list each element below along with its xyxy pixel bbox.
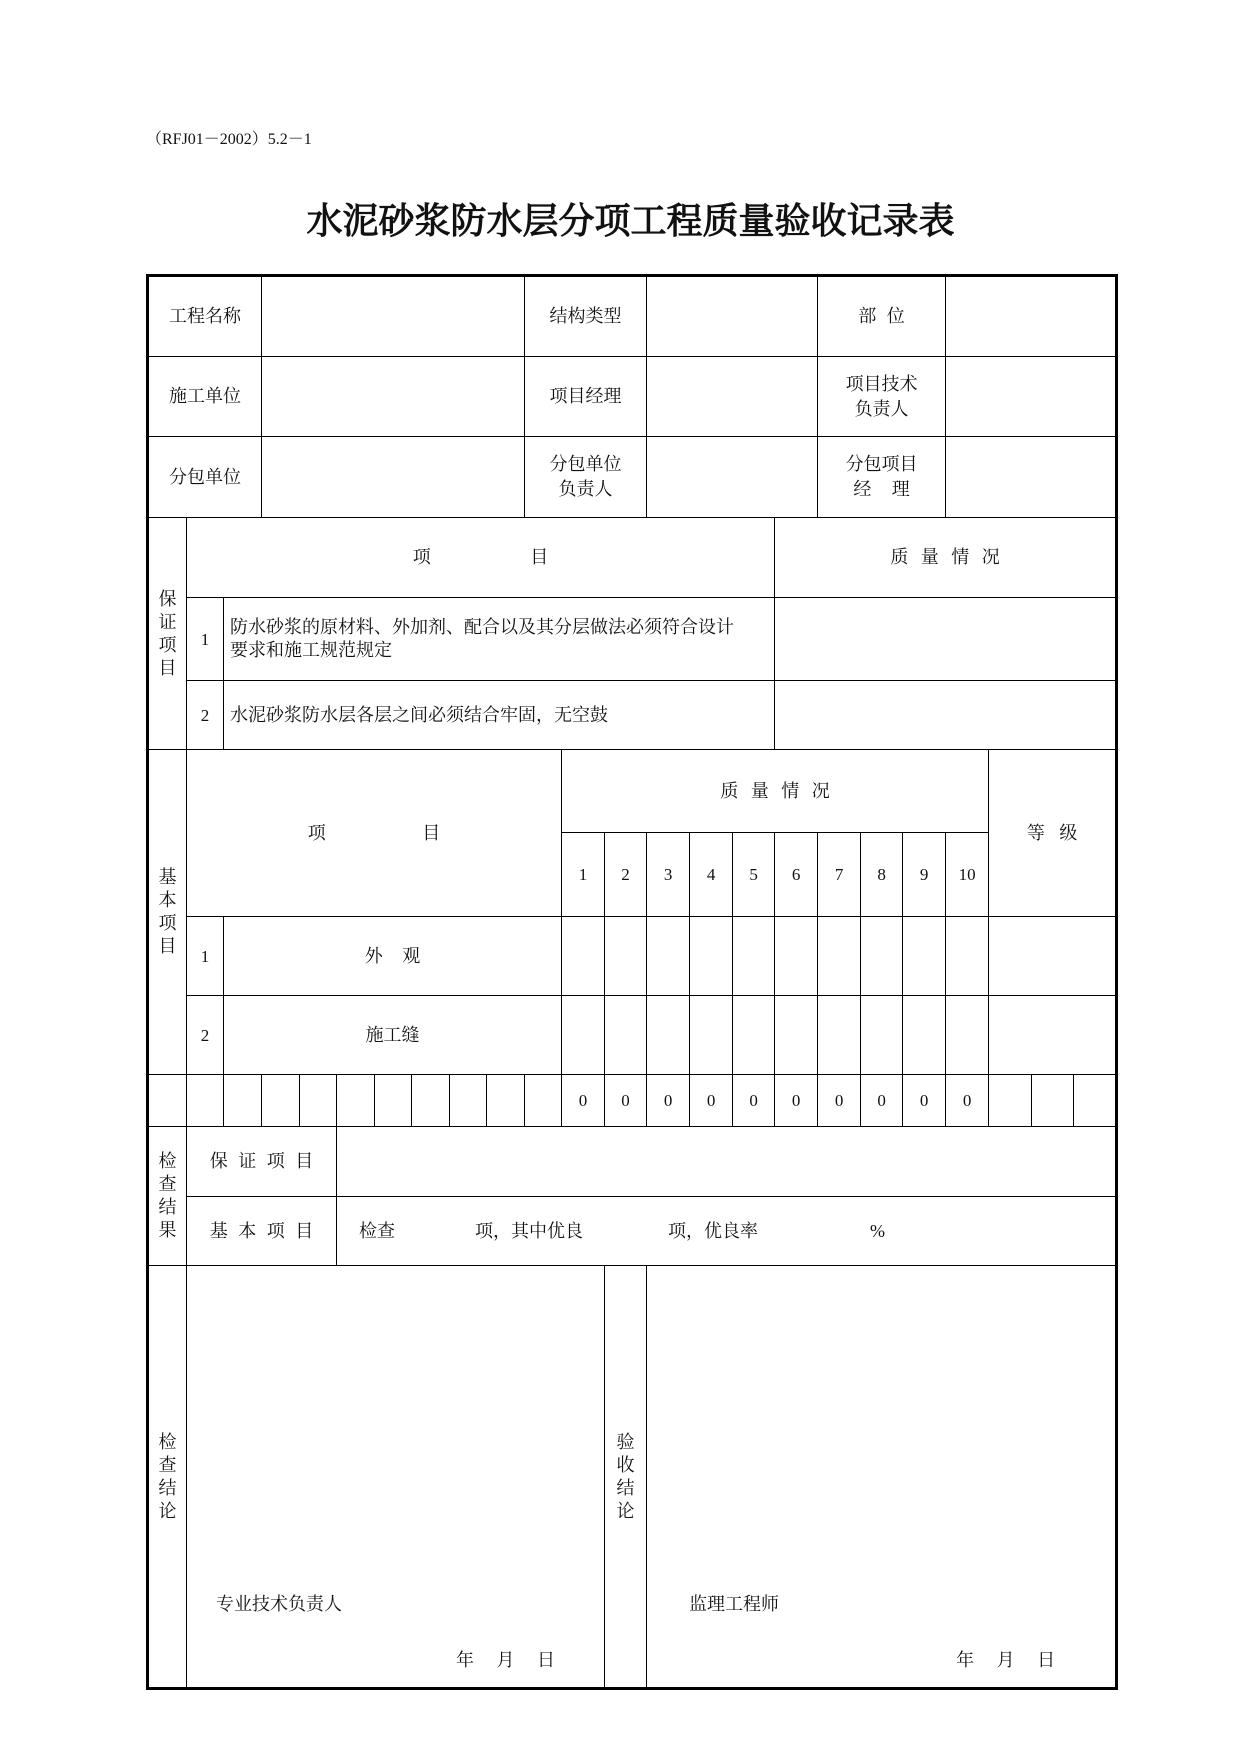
checked-count-text: 检查 bbox=[359, 1220, 396, 1241]
point-cell bbox=[647, 996, 690, 1075]
guarantee-item-quality bbox=[775, 681, 1117, 750]
totals-blank-cell bbox=[224, 1075, 262, 1127]
location-value bbox=[946, 276, 1117, 357]
point-cell bbox=[562, 917, 605, 996]
guarantee-item-description-line-1: 水泥砂浆防水层各层之间必须结合牢固，无空鼓 bbox=[230, 704, 608, 725]
basic-item-name: 外 观 bbox=[224, 917, 562, 996]
guarantee-item-description bbox=[224, 681, 775, 750]
basic-item-number: 2 bbox=[187, 996, 224, 1075]
point-cell bbox=[733, 917, 775, 996]
info-row-project bbox=[148, 276, 1117, 357]
contractor-label: 施工单位 bbox=[148, 357, 262, 437]
point-total: 0 bbox=[647, 1075, 690, 1127]
subcontractor-lead-label bbox=[525, 437, 647, 518]
point-number: 10 bbox=[946, 833, 989, 917]
subcontract-manager-label-line-1: 分包项目 bbox=[845, 454, 918, 474]
point-total: 0 bbox=[605, 1075, 647, 1127]
totals-blank-cell bbox=[1074, 1075, 1117, 1127]
subcontractor-lead-value bbox=[647, 437, 818, 518]
totals-blank-cell bbox=[300, 1075, 337, 1127]
point-cell bbox=[733, 996, 775, 1075]
check-result-basic-label: 基 本 项 目 bbox=[187, 1197, 337, 1266]
project-manager-value bbox=[647, 357, 818, 437]
acceptance-conclusion-area bbox=[647, 1266, 1117, 1689]
guarantee-item-row bbox=[148, 681, 1117, 750]
project-manager-label: 项目经理 bbox=[525, 357, 647, 437]
subcontract-manager-value bbox=[946, 437, 1117, 518]
point-cell bbox=[861, 996, 903, 1075]
totals-blank-cell bbox=[148, 1075, 187, 1127]
totals-blank-cell bbox=[1032, 1075, 1074, 1127]
check-conclusion-side-label bbox=[148, 1266, 187, 1689]
subcontractor-lead-label-line-2: 负责人 bbox=[558, 479, 613, 499]
subcontractor-label: 分包单位 bbox=[148, 437, 262, 518]
tech-lead-label-line-1: 项目技术 bbox=[845, 373, 918, 394]
check-result-guarantee-row bbox=[148, 1127, 1117, 1197]
contractor-value bbox=[262, 357, 525, 437]
guarantee-item-description-line-2: 要求和施工规范规定 bbox=[230, 640, 392, 660]
point-number: 5 bbox=[733, 833, 775, 917]
point-total: 0 bbox=[562, 1075, 605, 1127]
subcontract-manager-label bbox=[818, 437, 946, 518]
totals-blank-cell bbox=[337, 1075, 375, 1127]
point-total: 0 bbox=[733, 1075, 775, 1127]
totals-blank-cell bbox=[525, 1075, 562, 1127]
tech-lead-value bbox=[946, 357, 1117, 437]
info-row-subcontractor bbox=[148, 437, 1117, 518]
basic-item-header: 项 目 bbox=[187, 750, 562, 917]
totals-blank-cell bbox=[375, 1075, 412, 1127]
point-total: 0 bbox=[903, 1075, 946, 1127]
point-total: 0 bbox=[818, 1075, 861, 1127]
point-cell bbox=[903, 917, 946, 996]
subcontractor-value bbox=[262, 437, 525, 518]
point-number: 9 bbox=[903, 833, 946, 917]
point-cell bbox=[562, 996, 605, 1075]
grade-cell bbox=[989, 996, 1117, 1075]
project-name-value bbox=[262, 276, 525, 357]
guarantee-item-description bbox=[224, 598, 775, 681]
point-total: 0 bbox=[775, 1075, 818, 1127]
totals-blank-cell bbox=[262, 1075, 300, 1127]
point-total: 0 bbox=[946, 1075, 989, 1127]
tech-lead-label bbox=[818, 357, 946, 437]
subcontractor-lead-label-line-1: 分包单位 bbox=[549, 454, 622, 474]
guarantee-item-row bbox=[148, 598, 1117, 681]
tech-lead-signature-label: 专业技术负责人 bbox=[216, 1594, 342, 1614]
check-result-basic-row bbox=[148, 1197, 1117, 1266]
document-code: （RFJ01－2002）5.2－1 bbox=[146, 131, 312, 148]
totals-blank-cell bbox=[450, 1075, 487, 1127]
location-label: 部 位 bbox=[818, 276, 946, 357]
acceptance-date-label: 年 月 日 bbox=[956, 1650, 1056, 1670]
acceptance-conclusion-side-label bbox=[605, 1266, 647, 1689]
basic-side-label bbox=[148, 750, 187, 1075]
acceptance-conclusion-box bbox=[647, 1266, 1115, 1687]
check-conclusion-box bbox=[187, 1266, 604, 1687]
totals-blank-cell bbox=[487, 1075, 525, 1127]
totals-row bbox=[148, 1075, 1117, 1127]
totals-blank-cell bbox=[412, 1075, 450, 1127]
check-date-label: 年 月 日 bbox=[456, 1650, 556, 1670]
point-cell bbox=[605, 996, 647, 1075]
point-cell bbox=[818, 917, 861, 996]
point-cell bbox=[946, 917, 989, 996]
check-conclusion-side-label-text: 检查结论 bbox=[158, 1431, 177, 1521]
basic-side-label-text: 基本项目 bbox=[158, 867, 177, 956]
check-result-basic-value bbox=[337, 1197, 1117, 1266]
grade-header: 等 级 bbox=[989, 750, 1117, 917]
check-result-side-label-text: 检查结果 bbox=[158, 1151, 177, 1240]
point-number: 1 bbox=[562, 833, 605, 917]
point-cell bbox=[605, 917, 647, 996]
point-cell bbox=[861, 917, 903, 996]
check-result-side-label bbox=[148, 1127, 187, 1266]
point-cell bbox=[903, 996, 946, 1075]
guarantee-side-label bbox=[148, 518, 187, 750]
check-conclusion-area bbox=[187, 1266, 605, 1689]
point-number: 8 bbox=[861, 833, 903, 917]
subcontract-manager-label-line-2: 经 理 bbox=[853, 479, 910, 499]
point-number: 3 bbox=[647, 833, 690, 917]
point-total: 0 bbox=[690, 1075, 733, 1127]
basic-item-number: 1 bbox=[187, 917, 224, 996]
percent-sign: % bbox=[870, 1220, 886, 1241]
basic-quality-header: 质 量 情 况 bbox=[562, 750, 989, 833]
point-cell bbox=[946, 996, 989, 1075]
basic-item-name: 施工缝 bbox=[224, 996, 562, 1075]
point-number: 7 bbox=[818, 833, 861, 917]
acceptance-conclusion-side-label-text: 验收结论 bbox=[616, 1431, 635, 1521]
point-total: 0 bbox=[861, 1075, 903, 1127]
info-row-contractor bbox=[148, 357, 1117, 437]
point-cell bbox=[690, 996, 733, 1075]
structure-type-value bbox=[647, 276, 818, 357]
guarantee-header-row bbox=[148, 518, 1117, 598]
totals-blank-cell bbox=[989, 1075, 1032, 1127]
point-cell bbox=[690, 917, 733, 996]
point-cell bbox=[818, 996, 861, 1075]
point-number: 6 bbox=[775, 833, 818, 917]
guarantee-quality-header: 质 量 情 况 bbox=[775, 518, 1117, 598]
check-result-guarantee-value bbox=[337, 1127, 1117, 1197]
guarantee-item-number: 1 bbox=[187, 598, 224, 681]
structure-type-label: 结构类型 bbox=[525, 276, 647, 357]
check-result-guarantee-label: 保 证 项 目 bbox=[187, 1127, 337, 1197]
basic-item-row bbox=[148, 996, 1117, 1075]
point-cell bbox=[775, 917, 818, 996]
guarantee-item-quality bbox=[775, 598, 1117, 681]
guarantee-item-number: 2 bbox=[187, 681, 224, 750]
form-title: 水泥砂浆防水层分项工程质量验收记录表 bbox=[306, 200, 955, 241]
point-number: 2 bbox=[605, 833, 647, 917]
project-name-label: 工程名称 bbox=[148, 276, 262, 357]
totals-blank-cell bbox=[187, 1075, 224, 1127]
inspection-record-table bbox=[146, 274, 1118, 1690]
basic-header-row bbox=[148, 750, 1117, 833]
point-cell bbox=[647, 917, 690, 996]
point-number: 4 bbox=[690, 833, 733, 917]
excellent-rate-text: 项，优良率 bbox=[668, 1220, 759, 1241]
conclusion-row bbox=[148, 1266, 1117, 1689]
grade-cell bbox=[989, 917, 1117, 996]
guarantee-item-description-line-1: 防水砂浆的原材料、外加剂、配合以及其分层做法必须符合设计 bbox=[230, 617, 734, 637]
basic-item-row bbox=[148, 917, 1117, 996]
point-cell bbox=[775, 996, 818, 1075]
guarantee-side-label-text: 保证项目 bbox=[158, 588, 177, 678]
excellent-count-text: 项，其中优良 bbox=[475, 1220, 584, 1241]
guarantee-item-header: 项 目 bbox=[187, 518, 775, 598]
tech-lead-label-line-2: 负责人 bbox=[854, 398, 909, 419]
supervising-engineer-signature-label: 监理工程师 bbox=[689, 1594, 780, 1614]
